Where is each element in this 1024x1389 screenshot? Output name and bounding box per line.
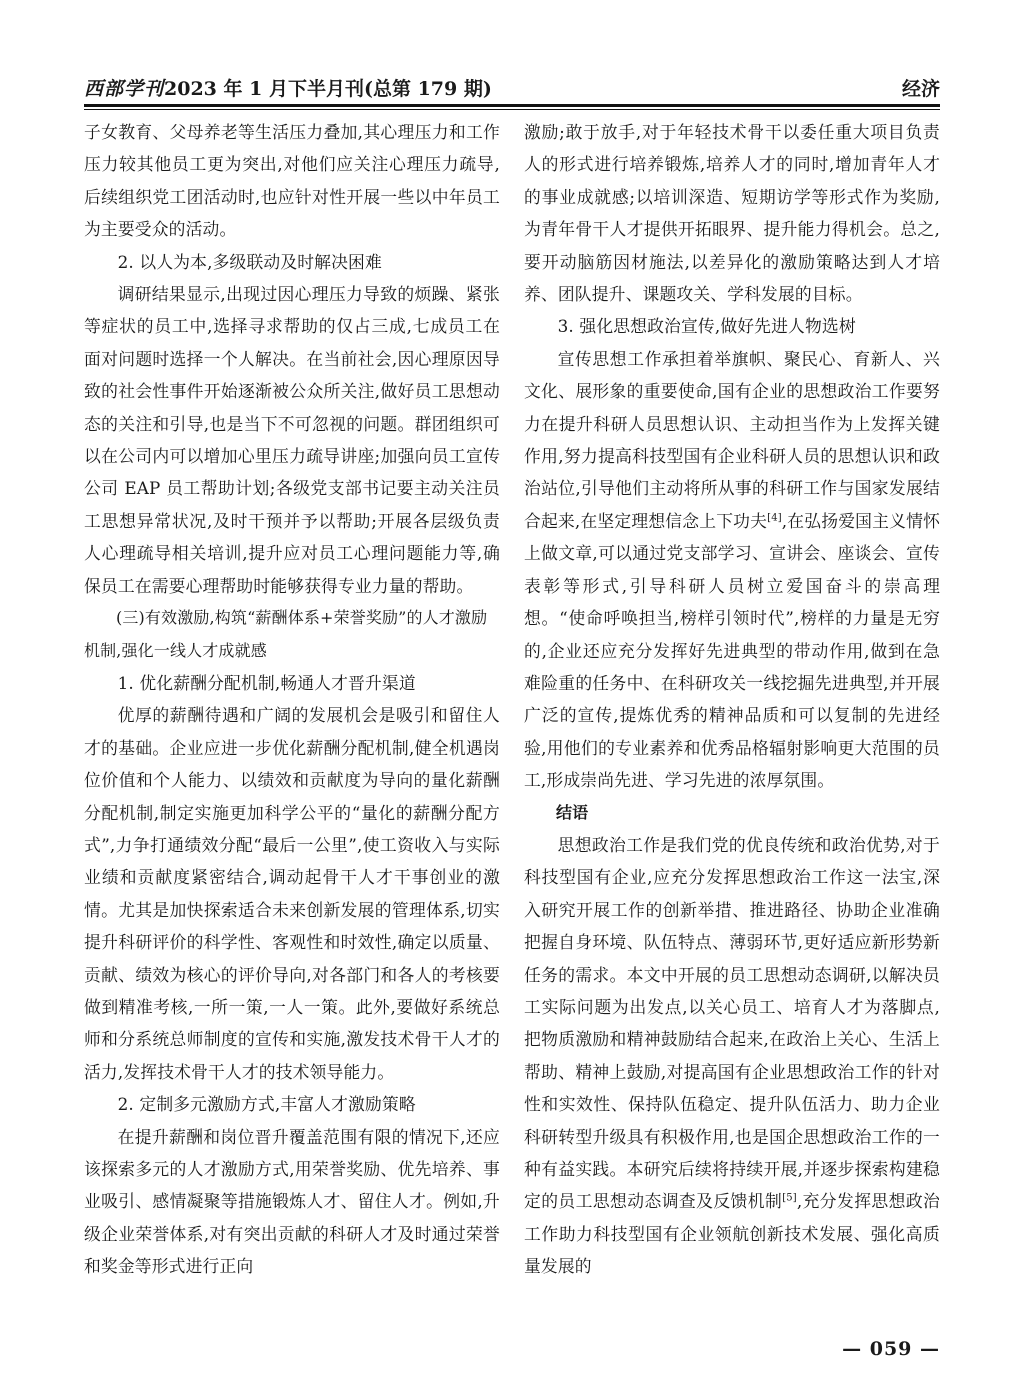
section-heading: (三)有效激励,构筑“薪酬体系+荣誉奖励”的人才激励机制,强化一线人才成就感: [84, 608, 488, 660]
right-column: [524, 116, 940, 1283]
journal-name: 西部学刊: [84, 78, 165, 100]
page-number: — 059 —: [842, 1338, 940, 1360]
paragraph: [524, 829, 940, 1283]
running-header: [84, 72, 940, 102]
subheading: 1. 优化薪酬分配机制,畅通人才晋升渠道: [117, 672, 416, 693]
paragraph-text: ,充分发挥思想政治工作助力科技型国有企业领航创新技术发展、强化高质量发展的: [524, 1191, 940, 1277]
conclusion-heading: 结语: [556, 802, 589, 822]
issue-info: 2023 年 1 月下半月刊(总第 179 期): [164, 78, 492, 100]
subheading: 2. 以人为本,多级联动及时解决困难: [117, 251, 382, 272]
paragraph: 调研结果显示,出现过因心理压力导致的烦躁、紧张等症状的员工中,选择寻求帮助的仅占三成,七成员工在面对问题时选择一个人解决。在当前社会,因心理原因导致的社会性事件开始逐渐被公众所关注,做好员工思想动态的关注和引导,也是当下不可忽视的问题。群团组织可以在公司内可以增加心里压力疏导讲座;加强向员工宣传公司 EAP 员工帮助计划;各级党支部书记要主动关注员工思想异常状况,及时干预并予以帮助;开展各层级负责人心理疏导相关培训,提升应对员工心理问题能力等,确保员工在需要心理帮助时能够获得专业力量的帮助。: [84, 284, 500, 596]
subheading: 3. 强化思想政治宣传,做好先进人物选树: [557, 316, 856, 337]
paragraph: 优厚的薪酬待遇和广阔的发展机会是吸引和留住人才的基础。企业应进一步优化薪酬分配机制,健全机遇岗位价值和个人能力、以绩效和贡献度为导向的量化薪酬分配机制,制定实施更加科学公平的“量化的薪酬分配方式”,力争打通绩效分配“最后一公里”,使工资收入与实际业绩和贡献度紧密结合,调动起骨干人才干事创业的激情。尤其是加快探索适合未来创新发展的管理体系,切实提升科研评价的科学性、客观性和时效性,确定以质量、贡献、绩效为核心的评价导向,对各部门和各人的考核要做到精准考核,一所一策,一人一策。此外,要做好系统总师和分系统总师制度的宣传和实施,激发技术骨干人才的活力,发挥技术骨干人才的技术领导能力。: [84, 705, 500, 1082]
left-column: [84, 116, 500, 1283]
section-name: 经济: [901, 78, 940, 100]
paragraph: 激励;敢于放手,对于年轻技术骨干以委任重大项目负责人的形式进行培养锻炼,培养人才的同时,增加青年人才的事业成就感;以培训深造、短期访学等形式作为奖励,为青年骨干人才提供开拓眼界、提升能力得机会。总之,要开动脑筋因材施法,以差异化的激励策略达到人才培养、团队提升、课题攻关、学科发展的目标。: [524, 122, 940, 305]
paragraph: 在提升薪酬和岗位晋升覆盖范围有限的情况下,还应该探索多元的人才激励方式,用荣誉奖励、优先培养、事业吸引、感情凝聚等措施锻炼人才、留住人才。例如,升级企业荣誉体系,对有突出贡献的科研人才及时通过荣誉和奖金等形式进行正向: [84, 1126, 500, 1277]
header-left: [84, 74, 492, 101]
paragraph: 子女教育、父母养老等生活压力叠加,其心理压力和工作压力较其他员工更为突出,对他们应关注心理压力疏导,后续组织党工团活动时,也应针对性开展一些以中年员工为主要受众的活动。: [84, 122, 500, 240]
paragraph: [524, 343, 940, 797]
paragraph-text: 思想政治工作是我们党的优良传统和政治优势,对于科技型国有企业,应充分发挥思想政治工作这一法宝,深入研究开展工作的创新举措、推进路径、协助企业准确把握自身环境、队伍特点、薄弱环节,更好适应新形势新任务的需求。本文中开展的员工思想动态调研,以解决员工实际问题为出发点,以关心员工、培育人才为落脚点,把物质激励和精神鼓励结合起来,在政治上关心、生活上帮助、精神上鼓励,对提高国有企业思想政治工作的针对性和实效性、保持队伍稳定、提升队伍活力、助力企业科研转型升级具有积极作用,也是国企思想政治工作的一种有益实践。本研究后续将持续开展,并逐步探索构建稳定的员工思想动态调查及反馈机制: [524, 834, 940, 1212]
paragraph-text: ,在弘扬爱国主义情怀上做文章,可以通过党支部学习、宣讲会、座谈会、宣传表彰等形式,引导科研人员树立爱国奋斗的崇高理想。“使命呼唤担当,榜样引领时代”,榜样的力量是无穷的,企业还应充分发挥好先进典型的带动作用,做到在急难险重的任务中、在科研攻关一线挖掘先进典型,并开展广泛的宣传,提炼优秀的精神品质和可以复制的先进经验,用他们的专业素养和优秀品格辐射影响更大范围的员工,形成崇尚先进、学习先进的浓厚氛围。: [524, 510, 940, 791]
header-rule-thick: [84, 104, 940, 107]
subheading: 2. 定制多元激励方式,丰富人才激励策略: [117, 1094, 416, 1115]
paragraph-text: 宣传思想工作承担着举旗帜、聚民心、育新人、兴文化、展形象的重要使命,国有企业的思想政治工作要努力在提升科研人员思想认识、主动担当作为上发挥关键作用,努力提高科技型国有企业科研人员的思想认识和政治站位,引导他们主动将所从事的科研工作与国家发展结合起来,在坚定理想信念上下功夫: [524, 348, 940, 531]
header-rule-thin: [84, 109, 940, 110]
citation-ref[interactable]: [5]: [782, 1192, 797, 1204]
citation-ref[interactable]: [4]: [767, 512, 782, 524]
